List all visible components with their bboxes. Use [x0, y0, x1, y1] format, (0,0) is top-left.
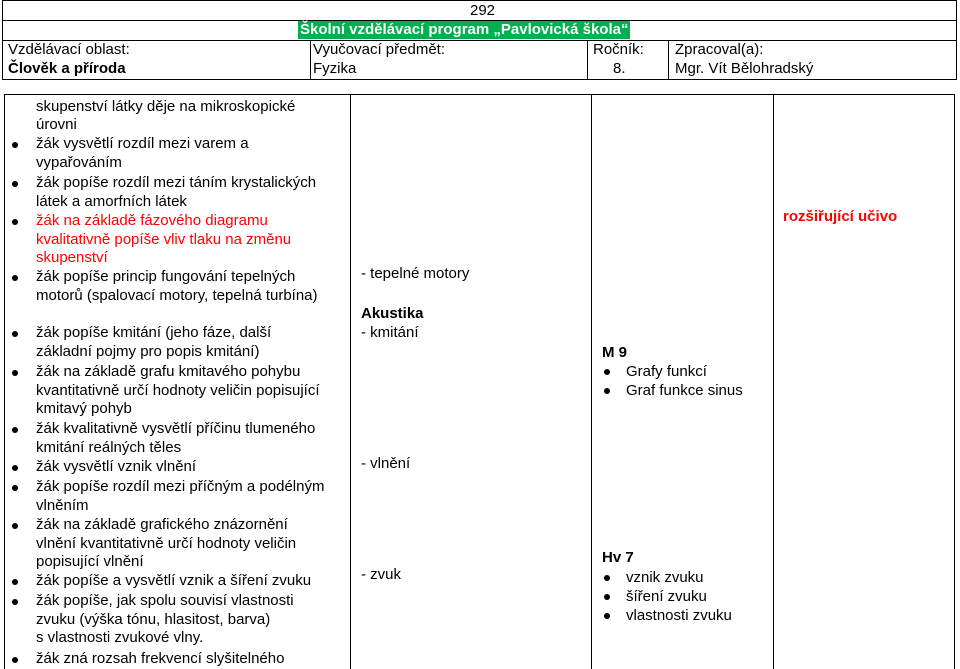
bullet-icon [12, 599, 18, 605]
value-author: Mgr. Vít Bělohradský [675, 60, 814, 77]
outcome-line: kvalitativně popíše vliv tlaku na změnu [36, 230, 292, 248]
value-area: Člověk a příroda [8, 60, 126, 77]
hv7-title: Hv 7 [602, 549, 634, 566]
outcome-line: žák vysvětlí rozdíl mezi varem a [36, 135, 249, 152]
outcome-line: žák popíše kmitání (jeho fáze, další [36, 324, 272, 341]
m9-item: Grafy funkcí [626, 363, 707, 380]
outcome-line: vlněním [36, 496, 89, 514]
hv7-item: vznik zvuku [626, 569, 704, 586]
bullet-icon [604, 594, 610, 600]
bullet-icon [12, 142, 18, 148]
bullet-icon [12, 427, 18, 433]
value-grade: 8. [613, 60, 626, 77]
outcome-line: žák zná rozsah frekvencí slyšitelného [36, 650, 285, 667]
outcome-line: žák na základě fázového diagramu [36, 212, 268, 229]
outcome-line: žák na základě grafu kmitavého pohybu [36, 363, 301, 380]
outcome-line: látek a amorfních látek [36, 192, 187, 210]
outcome-line: žák popíše rozdíl mezi táním krystalických [36, 174, 317, 191]
bullet-icon [12, 181, 18, 187]
bullet-icon [12, 465, 18, 471]
bullet-icon [604, 388, 610, 394]
label-area: Vzdělávací oblast: [8, 41, 130, 58]
outcome-line: skupenství [36, 249, 108, 267]
outcome-line: motorů (spalovací motory, tepelná turbína) [36, 286, 318, 304]
bullet-icon [12, 219, 18, 225]
outcome-line: základní pojmy pro popis kmitání) [36, 342, 260, 360]
bullet-icon [604, 613, 610, 619]
topic-zvuk: - zvuk [361, 566, 402, 583]
program-title: Školní vzdělávací program „Pavlovická škola“ [300, 21, 629, 38]
outcome-line: žák kvalitativně vysvětlí příčinu tlumeného [36, 420, 316, 437]
outcome-line: kvantitativně určí hodnoty veličin popisující [36, 381, 320, 399]
topic-tepelne-motory: - tepelné motory [361, 265, 470, 282]
value-subject: Fyzika [313, 60, 357, 77]
extension-label: rozšiřující učivo [783, 208, 898, 225]
label-author: Zpracoval(a): [675, 41, 764, 58]
intro-line-1: skupenství látky děje na mikroskopické [36, 98, 296, 115]
label-subject: Vyučovací předmět: [313, 41, 446, 58]
bullet-icon [12, 331, 18, 337]
outcome-line: žák popíše a vysvětlí vznik a šíření zvuku [36, 572, 312, 589]
outcome-line: vypařováním [36, 153, 122, 171]
outcome-line: zvuku (výška tónu, hlasitost, barva) [36, 610, 271, 628]
intro-line-2: úrovni [36, 116, 77, 133]
hv7-item: vlastnosti zvuku [626, 607, 732, 624]
outcome-line: žák na základě grafického znázornění [36, 516, 288, 533]
outcome-line: žák popíše, jak spolu souvisí vlastnosti [36, 592, 294, 609]
bullet-icon [604, 575, 610, 581]
topic-akustika: Akustika [361, 305, 424, 322]
bullet-icon [12, 485, 18, 491]
outcome-line: kmitání reálných těles [36, 438, 182, 456]
m9-title: M 9 [602, 344, 628, 361]
label-grade: Ročník: [593, 41, 644, 58]
bullet-icon [12, 579, 18, 585]
outcome-line: žák popíše rozdíl mezi příčným a podélným [36, 478, 325, 495]
outcome-line: popisující vlnění [36, 553, 144, 571]
outcome-line: kmitavý pohyb [36, 400, 132, 418]
topic-kmitani: - kmitání [361, 324, 419, 341]
outcome-line: žák vysvětlí vznik vlnění [36, 458, 197, 475]
bullet-icon [604, 369, 610, 375]
bullet-icon [12, 370, 18, 376]
m9-item: Graf funkce sinus [626, 382, 743, 399]
outcome-line: žák popíše princip fungování tepelných [36, 268, 296, 285]
hv7-item: šíření zvuku [626, 588, 707, 605]
bullet-icon [12, 523, 18, 529]
page-number: 292 [470, 2, 496, 19]
outcome-line: s vlastnosti zvukové vlny. [36, 629, 204, 647]
outcome-line: vlnění kvantitativně určí hodnoty veličin [36, 534, 297, 552]
bullet-icon [12, 657, 18, 663]
topic-vlneni: - vlnění [361, 455, 411, 472]
bullet-icon [12, 275, 18, 281]
